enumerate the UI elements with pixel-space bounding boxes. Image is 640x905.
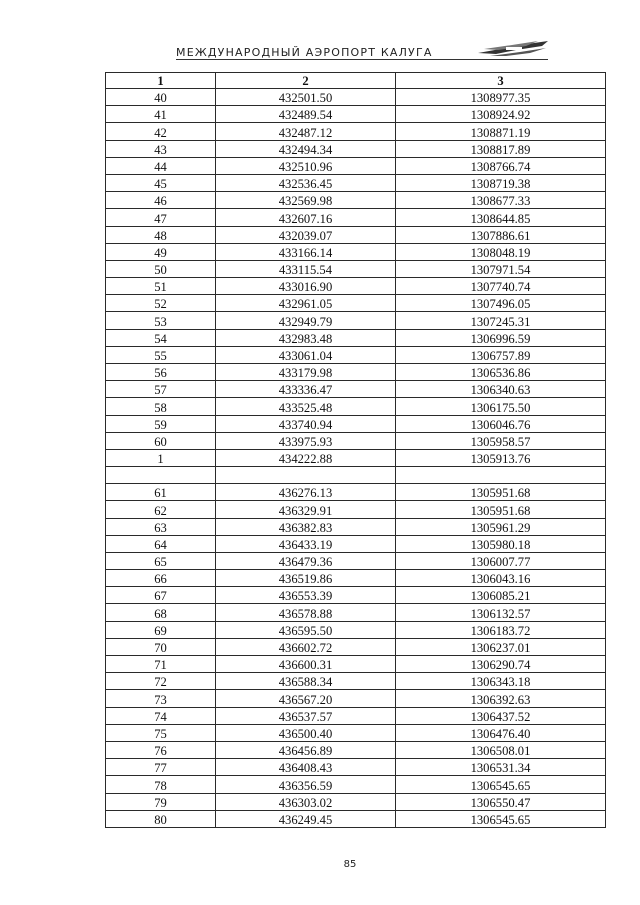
table-row (106, 192, 606, 209)
point-number-cell: 44 (106, 157, 216, 174)
coordinate-x-cell: 436433.19 (216, 535, 396, 552)
table-row (106, 793, 606, 810)
coordinate-x-cell: 432489.54 (216, 106, 396, 123)
table-row (106, 157, 606, 174)
coordinate-y-cell: 1306007.77 (396, 552, 606, 569)
point-number-cell: 45 (106, 174, 216, 191)
table-row (106, 329, 606, 346)
point-number-cell: 68 (106, 604, 216, 621)
coordinate-x-cell: 436600.31 (216, 656, 396, 673)
coordinates-table (105, 72, 606, 828)
coordinate-x-cell: 432949.79 (216, 312, 396, 329)
table-row (106, 484, 606, 501)
coordinate-y-cell: 1308677.33 (396, 192, 606, 209)
coordinate-x-cell: 436356.59 (216, 776, 396, 793)
table-row (106, 398, 606, 415)
coordinate-x-cell: 433016.90 (216, 278, 396, 295)
coordinate-y-cell: 1308817.89 (396, 140, 606, 157)
table-row (106, 106, 606, 123)
point-number-cell: 57 (106, 381, 216, 398)
table-row (106, 724, 606, 741)
point-number-cell: 64 (106, 535, 216, 552)
coordinate-x-cell: 436276.13 (216, 484, 396, 501)
header-divider (176, 59, 548, 60)
coordinate-x-cell: 433336.47 (216, 381, 396, 398)
point-number-cell: 51 (106, 278, 216, 295)
coordinate-y-cell: 1306290.74 (396, 656, 606, 673)
table-gap-row (106, 467, 606, 484)
point-number-cell: 55 (106, 346, 216, 363)
coordinate-y-cell: 1305913.76 (396, 449, 606, 466)
point-number-cell: 70 (106, 638, 216, 655)
coordinate-y-cell: 1308924.92 (396, 106, 606, 123)
coordinate-x-cell: 436456.89 (216, 741, 396, 758)
page-number: 85 (343, 859, 357, 870)
point-number-cell: 47 (106, 209, 216, 226)
table-row (106, 346, 606, 363)
coordinate-x-cell: 432039.07 (216, 226, 396, 243)
point-number-cell: 78 (106, 776, 216, 793)
table-row (106, 449, 606, 466)
coordinate-x-cell: 432607.16 (216, 209, 396, 226)
table-row (106, 243, 606, 260)
coordinate-x-cell: 436408.43 (216, 759, 396, 776)
coordinate-y-cell: 1305980.18 (396, 535, 606, 552)
table-row (106, 604, 606, 621)
coordinate-y-cell: 1306237.01 (396, 638, 606, 655)
table-row (106, 312, 606, 329)
point-number-cell: 76 (106, 741, 216, 758)
coordinate-y-cell: 1306550.47 (396, 793, 606, 810)
table-row (106, 209, 606, 226)
table-gap (106, 467, 606, 484)
point-number-cell: 67 (106, 587, 216, 604)
table-row (106, 260, 606, 277)
point-number-cell: 42 (106, 123, 216, 140)
coordinate-y-cell: 1305961.29 (396, 518, 606, 535)
point-number-cell: 43 (106, 140, 216, 157)
coordinate-x-cell: 433061.04 (216, 346, 396, 363)
coordinate-y-cell: 1305958.57 (396, 432, 606, 449)
table-row (106, 295, 606, 312)
aircraft-logo-icon (476, 39, 550, 59)
coordinate-y-cell: 1308719.38 (396, 174, 606, 191)
coordinate-y-cell: 1307496.05 (396, 295, 606, 312)
point-number-cell: 63 (106, 518, 216, 535)
coordinate-x-cell: 432983.48 (216, 329, 396, 346)
coordinate-x-cell: 434222.88 (216, 449, 396, 466)
coordinate-y-cell: 1306531.34 (396, 759, 606, 776)
coordinate-y-cell: 1306476.40 (396, 724, 606, 741)
table-row (106, 89, 606, 106)
table-row (106, 518, 606, 535)
coordinate-x-cell: 432494.34 (216, 140, 396, 157)
point-number-cell: 79 (106, 793, 216, 810)
point-number-cell: 53 (106, 312, 216, 329)
header-title: МЕЖДУНАРОДНЫЙ АЭРОПОРТ КАЛУГА (176, 46, 433, 59)
table-row (106, 140, 606, 157)
point-number-cell: 66 (106, 570, 216, 587)
column-header: 3 (396, 73, 606, 89)
coordinate-x-cell: 433115.54 (216, 260, 396, 277)
point-number-cell: 62 (106, 501, 216, 518)
coordinate-y-cell: 1308766.74 (396, 157, 606, 174)
point-number-cell: 71 (106, 656, 216, 673)
coordinate-y-cell: 1305951.68 (396, 501, 606, 518)
point-number-cell: 49 (106, 243, 216, 260)
table-row (106, 656, 606, 673)
table-section-2 (106, 484, 606, 828)
coordinate-y-cell: 1308644.85 (396, 209, 606, 226)
coordinate-x-cell: 436500.40 (216, 724, 396, 741)
point-number-cell: 46 (106, 192, 216, 209)
coordinate-y-cell: 1306043.16 (396, 570, 606, 587)
coordinate-x-cell: 436382.83 (216, 518, 396, 535)
table-row (106, 535, 606, 552)
coordinate-x-cell: 436578.88 (216, 604, 396, 621)
coordinate-x-cell: 436249.45 (216, 810, 396, 827)
coordinate-y-cell: 1306392.63 (396, 690, 606, 707)
coordinate-y-cell: 1306996.59 (396, 329, 606, 346)
coordinate-x-cell: 433740.94 (216, 415, 396, 432)
point-number-cell: 77 (106, 759, 216, 776)
coordinate-y-cell: 1306545.65 (396, 776, 606, 793)
table-row (106, 776, 606, 793)
column-header: 1 (106, 73, 216, 89)
coordinate-y-cell: 1306757.89 (396, 346, 606, 363)
coordinate-x-cell: 436567.20 (216, 690, 396, 707)
coordinate-x-cell: 432487.12 (216, 123, 396, 140)
table-row (106, 278, 606, 295)
table-row (106, 432, 606, 449)
coordinate-y-cell: 1306183.72 (396, 621, 606, 638)
point-number-cell: 69 (106, 621, 216, 638)
table-row (106, 741, 606, 758)
point-number-cell: 59 (106, 415, 216, 432)
coordinate-x-cell: 436602.72 (216, 638, 396, 655)
point-number-cell: 72 (106, 673, 216, 690)
coordinate-x-cell: 433179.98 (216, 364, 396, 381)
table-row (106, 690, 606, 707)
point-number-cell: 52 (106, 295, 216, 312)
coordinate-x-cell: 432510.96 (216, 157, 396, 174)
table-row (106, 587, 606, 604)
point-number-cell: 1 (106, 449, 216, 466)
point-number-cell: 65 (106, 552, 216, 569)
coordinate-x-cell: 436303.02 (216, 793, 396, 810)
coordinate-y-cell: 1308871.19 (396, 123, 606, 140)
point-number-cell: 80 (106, 810, 216, 827)
coordinate-x-cell: 436553.39 (216, 587, 396, 604)
table-row (106, 570, 606, 587)
coordinate-x-cell: 436479.36 (216, 552, 396, 569)
coordinate-y-cell: 1307886.61 (396, 226, 606, 243)
point-number-cell: 58 (106, 398, 216, 415)
coordinate-x-cell: 436537.57 (216, 707, 396, 724)
table-row (106, 381, 606, 398)
point-number-cell: 40 (106, 89, 216, 106)
point-number-cell: 41 (106, 106, 216, 123)
table-row (106, 174, 606, 191)
coordinate-x-cell: 436588.34 (216, 673, 396, 690)
point-number-cell: 54 (106, 329, 216, 346)
table-row (106, 621, 606, 638)
coordinate-y-cell: 1306536.86 (396, 364, 606, 381)
coordinate-x-cell: 433525.48 (216, 398, 396, 415)
coordinate-x-cell: 436329.91 (216, 501, 396, 518)
coordinate-x-cell: 432536.45 (216, 174, 396, 191)
coordinates-table-wrapper (105, 72, 605, 828)
table-row (106, 415, 606, 432)
point-number-cell: 48 (106, 226, 216, 243)
point-number-cell: 75 (106, 724, 216, 741)
point-number-cell: 56 (106, 364, 216, 381)
coordinate-y-cell: 1306046.76 (396, 415, 606, 432)
table-header-row (106, 73, 606, 89)
coordinate-y-cell: 1306340.63 (396, 381, 606, 398)
point-number-cell: 73 (106, 690, 216, 707)
coordinate-x-cell: 432501.50 (216, 89, 396, 106)
point-number-cell: 61 (106, 484, 216, 501)
table-row (106, 638, 606, 655)
page-header (0, 38, 640, 64)
coordinate-y-cell: 1308048.19 (396, 243, 606, 260)
coordinate-y-cell: 1306132.57 (396, 604, 606, 621)
coordinate-y-cell: 1306175.50 (396, 398, 606, 415)
table-row (106, 123, 606, 140)
table-row (106, 226, 606, 243)
table-row (106, 707, 606, 724)
coordinate-y-cell: 1308977.35 (396, 89, 606, 106)
coordinate-y-cell: 1306343.18 (396, 673, 606, 690)
table-row (106, 552, 606, 569)
table-row (106, 673, 606, 690)
coordinate-x-cell: 436595.50 (216, 621, 396, 638)
coordinate-y-cell: 1307971.54 (396, 260, 606, 277)
coordinate-y-cell: 1306085.21 (396, 587, 606, 604)
coordinate-y-cell: 1306508.01 (396, 741, 606, 758)
coordinate-x-cell: 433975.93 (216, 432, 396, 449)
coordinate-x-cell: 436519.86 (216, 570, 396, 587)
coordinate-x-cell: 432569.98 (216, 192, 396, 209)
coordinate-y-cell: 1305951.68 (396, 484, 606, 501)
point-number-cell: 74 (106, 707, 216, 724)
table-row (106, 501, 606, 518)
coordinate-x-cell: 433166.14 (216, 243, 396, 260)
coordinate-y-cell: 1307740.74 (396, 278, 606, 295)
coordinate-y-cell: 1307245.31 (396, 312, 606, 329)
coordinate-y-cell: 1306545.65 (396, 810, 606, 827)
point-number-cell: 60 (106, 432, 216, 449)
table-row (106, 364, 606, 381)
coordinate-x-cell: 432961.05 (216, 295, 396, 312)
table-section-1 (106, 89, 606, 467)
table-row (106, 759, 606, 776)
coordinate-y-cell: 1306437.52 (396, 707, 606, 724)
table-row (106, 810, 606, 827)
point-number-cell: 50 (106, 260, 216, 277)
column-header: 2 (216, 73, 396, 89)
